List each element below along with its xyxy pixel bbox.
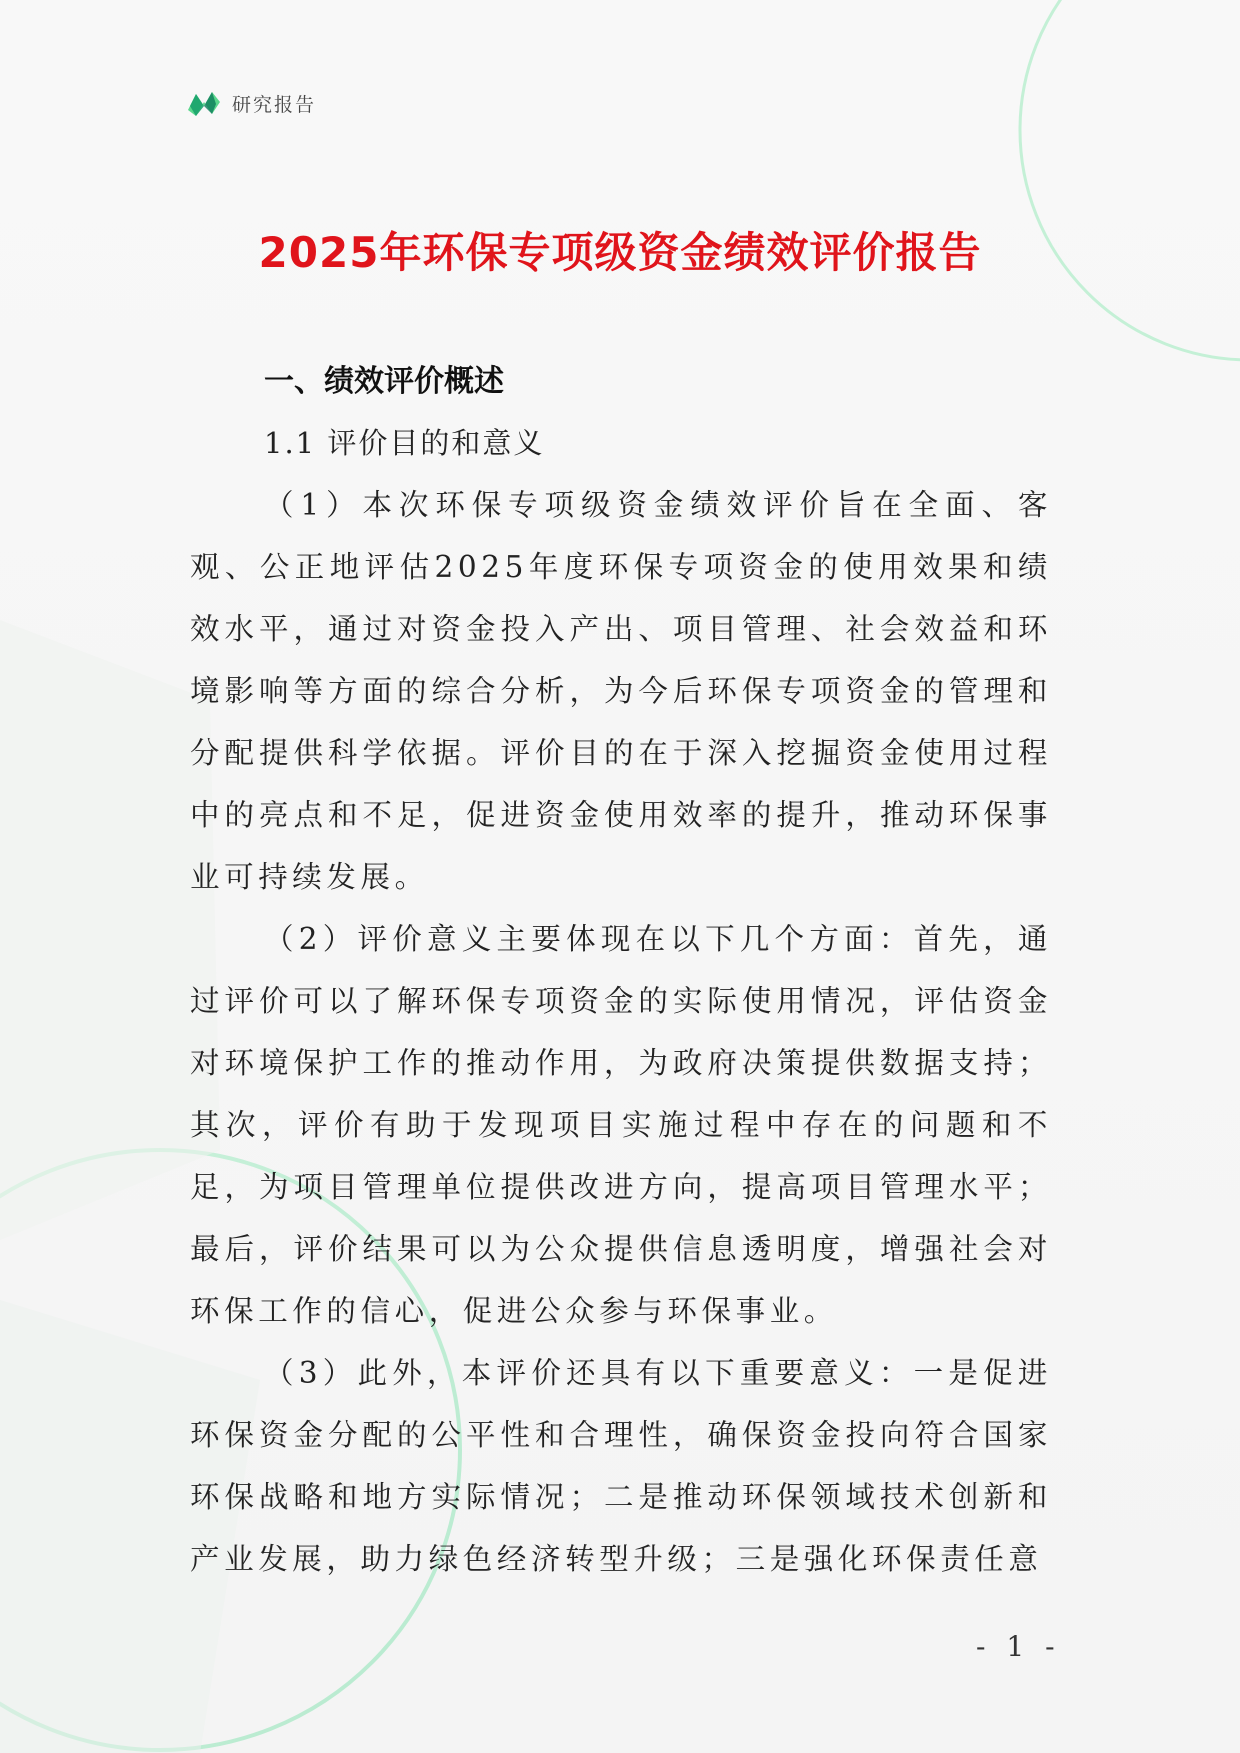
document-body [190, 352, 1052, 1590]
header-label: 研究报告 [232, 93, 317, 116]
paragraph-3: （3）此外，本评价还具有以下重要意义：一是促进环保资金分配的公平性和合理性，确保资金投向符合国家环保战略和地方实际情况；二是推动环保领域技术创新和产业发展，助力绿色经济转型升级；三是强化环保责任意 [190, 1356, 1052, 1576]
header-brand [186, 88, 316, 118]
paragraph-2: （2）评价意义主要体现在以下几个方面：首先，通过评价可以了解环保专项资金的实际使用情况，评估资金对环境保护工作的推动作用，为政府决策提供数据支持；其次，评价有助于发现项目实施过程中存在的问题和不足，为项目管理单位提供改进方向，提高项目管理水平；最后，评价结果可以为公众提供信息透明度，增强社会对环保工作的信心，促进公众参与环保事业。 [190, 922, 1052, 1328]
subsection-heading: 1.1 评价目的和意义 [264, 426, 545, 460]
leaf-logo-icon [186, 88, 222, 118]
paragraph-1: （1）本次环保专项级资金绩效评价旨在全面、客观、公正地评估2025年度环保专项资金的使用效果和绩效水平，通过对资金投入产出、项目管理、社会效益和环境影响等方面的综合分析，为今后环保专项资金的管理和分配提供科学依据。评价目的在于深入挖掘资金使用过程中的亮点和不足，促进资金使用效率的提升，推动环保事业可持续发展。 [190, 488, 1052, 894]
top-right-ring-decoration [1020, 0, 1240, 360]
page-number: - 1 - [976, 1630, 1061, 1663]
section-heading: 一、绩效评价概述 [264, 364, 504, 399]
bottom-left-shape-decoration [0, 620, 220, 1240]
document-title: 2025年环保专项级资金绩效评价报告 [258, 228, 982, 277]
